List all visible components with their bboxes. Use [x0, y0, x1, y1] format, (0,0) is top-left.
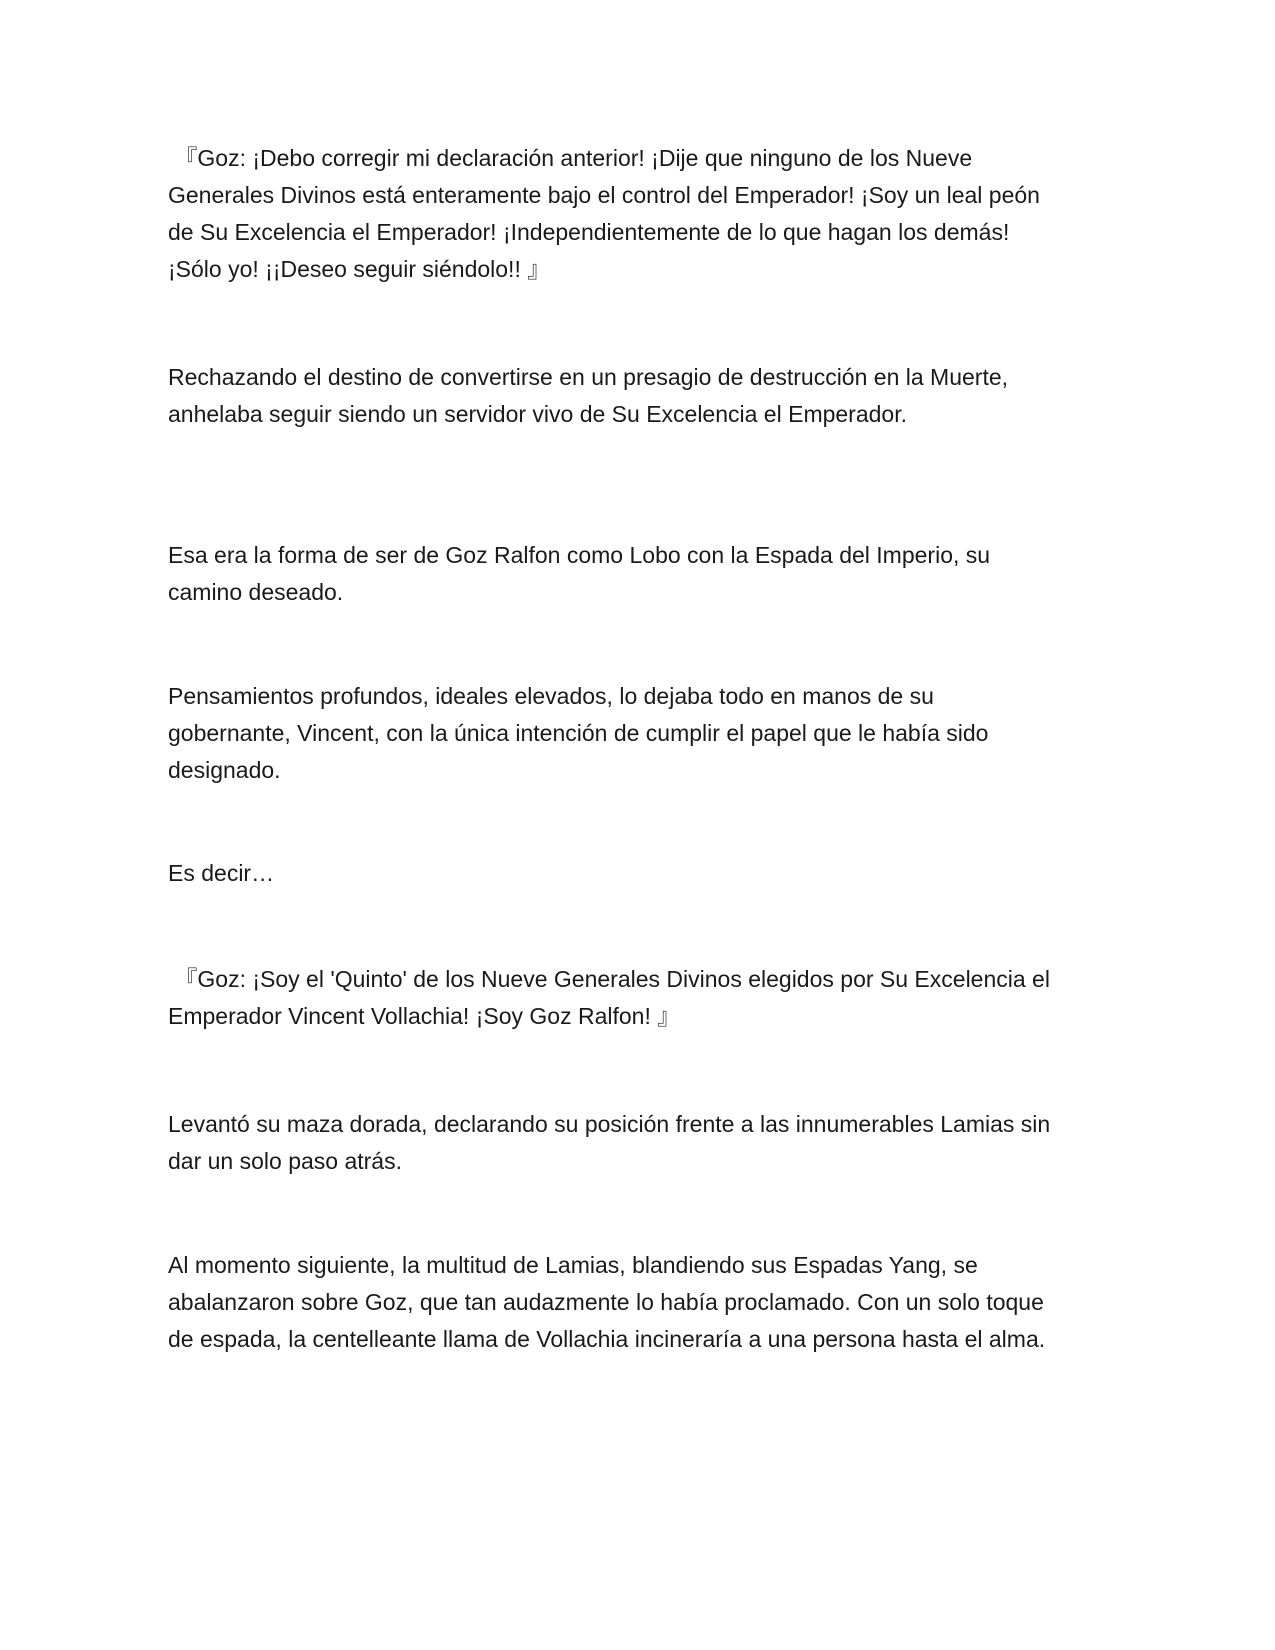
paragraph-raised-mace: Levantó su maza dorada, declarando su posición frente a las innumerables Lamias sin dar un solo paso atrás. — [168, 1111, 1051, 1174]
paragraph-lamias-attack: Al momento siguiente, la multitud de Lamias, blandiendo sus Espadas Yang, se abalanzaron sobre Goz, que tan audazmente lo había proclamado. Con un solo toque de espada, la centelleante llama de Vollachia incineraría a una persona hasta el alma. — [168, 1252, 1046, 1352]
paragraph-goz-declaration: 『Goz: ¡Debo corregir mi declaración anterior! ¡Dije que ninguno de los Nueve Generales Divinos está enteramente bajo el control del Emperador! ¡Soy un leal peón de Su Excelencia el Emperador! ¡Independientemente de lo que hagan los demás! ¡Sólo yo! ¡¡Deseo seguir siéndolo!! 』 — [168, 145, 1040, 282]
paragraph-deep-thoughts: Pensamientos profundos, ideales elevados, lo dejaba todo en manos de su gobernante, Vincent, con la única intención de cumplir el papel que le había sido designado. — [168, 683, 989, 783]
paragraph-way-of-being: Esa era la forma de ser de Goz Ralfon como Lobo con la Espada del Imperio, su camino deseado. — [168, 542, 991, 605]
paragraph-goz-fifth: 『Goz: ¡Soy el 'Quinto' de los Nueve Generales Divinos elegidos por Su Excelencia el Emperador Vincent Vollachia! ¡Soy Goz Ralfon! 』 — [168, 966, 1050, 1029]
paragraph-es-decir: Es decir… — [168, 860, 275, 886]
paragraph-rejecting-destiny: Rechazando el destino de convertirse en un presagio de destrucción en la Muerte, anhelaba seguir siendo un servidor vivo de Su Excelencia el Emperador. — [168, 364, 1009, 427]
